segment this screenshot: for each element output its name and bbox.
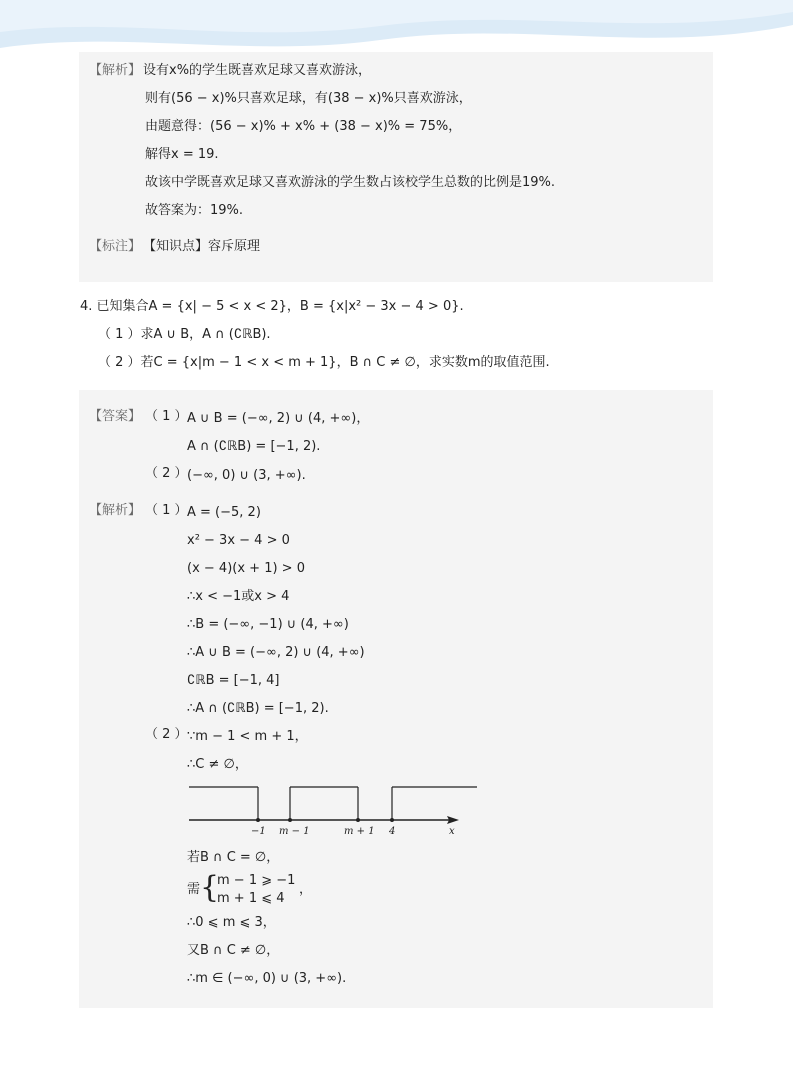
jiexi-p2-line-1: ∵m − 1 < m + 1， [187,729,308,744]
number-line-figure [187,782,487,838]
q4-part-2: （ 2 ）若C = {x|m − 1 < x < m + 1}，B ∩ C ≠ ∅，求实数m的取值范围. [98,355,550,370]
jiexi-p2-if: 若B ∩ C = ∅， [187,850,280,865]
system-line-1: m − 1 ⩾ −1 [217,873,296,888]
q3-line-2: 则有(56 − x)%只喜欢足球，有(38 − x)%只喜欢游泳， [145,91,472,106]
tick-label-m-plus-1: m + 1 [344,826,375,837]
answer-tag: 【答案】 [89,409,142,424]
answer-p1-line-2: A ∩ (∁ℝB) = [−1, 2). [187,439,321,454]
jiexi-p2-after-1: ∴0 ⩽ m ⩽ 3， [187,915,276,930]
header-wave-decoration [0,0,793,60]
jiexi-p2-after-2: 又B ∩ C ≠ ∅， [187,943,280,958]
tick-label-4: 4 [389,826,396,837]
axis-label-x: x [449,826,455,837]
q3-line-6: 故答案为：19%. [145,203,244,218]
tick-dot-m-minus-1 [288,818,292,822]
answer-p2-line-1: (−∞, 0) ∪ (3, +∞). [187,468,306,483]
jiexi-p1-line-7: ∁ℝB = [−1, 4] [187,673,280,688]
jiexi-p1-line-8: ∴A ∩ (∁ℝB) = [−1, 2). [187,701,329,716]
q4-part-1: （ 1 ）求A ∪ B，A ∩ (∁ℝB). [98,327,271,342]
q3-line-4: 解得x = 19. [145,147,219,162]
answer-p1-line-1: A ∪ B = (−∞, 2) ∪ (4, +∞)， [187,411,370,426]
tick-dot-4 [390,818,394,822]
left-brace-icon: { [200,870,220,905]
q4-stem: 4. 已知集合A = {x| − 5 < x < 2}，B = {x|x² − 3x − 4 > 0}. [80,299,464,314]
jiexi-p2-line-2: ∴C ≠ ∅， [187,757,248,772]
jiexi-p1-line-2: x² − 3x − 4 > 0 [187,533,290,548]
system-comma: ， [299,882,313,897]
tick-dot-neg1 [256,818,260,822]
jiexi-p1-line-1: A = (−5, 2) [187,505,261,520]
inequality-system [187,872,427,912]
jiexi-p2-after-3: ∴m ∈ (−∞, 0) ∪ (3, +∞). [187,971,347,986]
jiexi-p1-label: （ 1 ） [145,503,188,518]
tick-label-neg1: −1 [251,826,266,837]
q3-solution-box [79,52,713,282]
tick-label-m-minus-1: m − 1 [279,826,310,837]
jiexi-tag-2: 【解析】 [89,503,142,518]
jiexi-p1-line-6: ∴A ∪ B = (−∞, 2) ∪ (4, +∞) [187,645,365,660]
jiexi-p1-line-5: ∴B = (−∞, −1) ∪ (4, +∞) [187,617,349,632]
jiexi-p1-line-3: (x − 4)(x + 1) > 0 [187,561,305,576]
q3-line-3: 由题意得：(56 − x)% + x% + (38 − x)% = 75%， [145,119,462,134]
answer-p2-label: （ 2 ） [145,466,188,481]
need-label: 需 [187,882,201,897]
q4-solution-box [79,390,713,1008]
system-line-2: m + 1 ⩽ 4 [217,891,285,906]
jiexi-p1-line-4: ∴x < −1或x > 4 [187,589,290,604]
q3-line-1: 设有x%的学生既喜欢足球又喜欢游泳， [143,63,372,78]
jiexi-tag: 【解析】 [89,63,142,78]
knowledge-point: 【知识点】容斥原理 [143,239,261,254]
biaozhu-tag: 【标注】 [89,239,142,254]
q3-line-5: 故该中学既喜欢足球又喜欢游泳的学生数占该校学生总数的比例是19%. [145,175,556,190]
jiexi-p2-label: （ 2 ） [145,727,188,742]
tick-dot-m-plus-1 [356,818,360,822]
answer-p1-label: （ 1 ） [145,409,188,424]
